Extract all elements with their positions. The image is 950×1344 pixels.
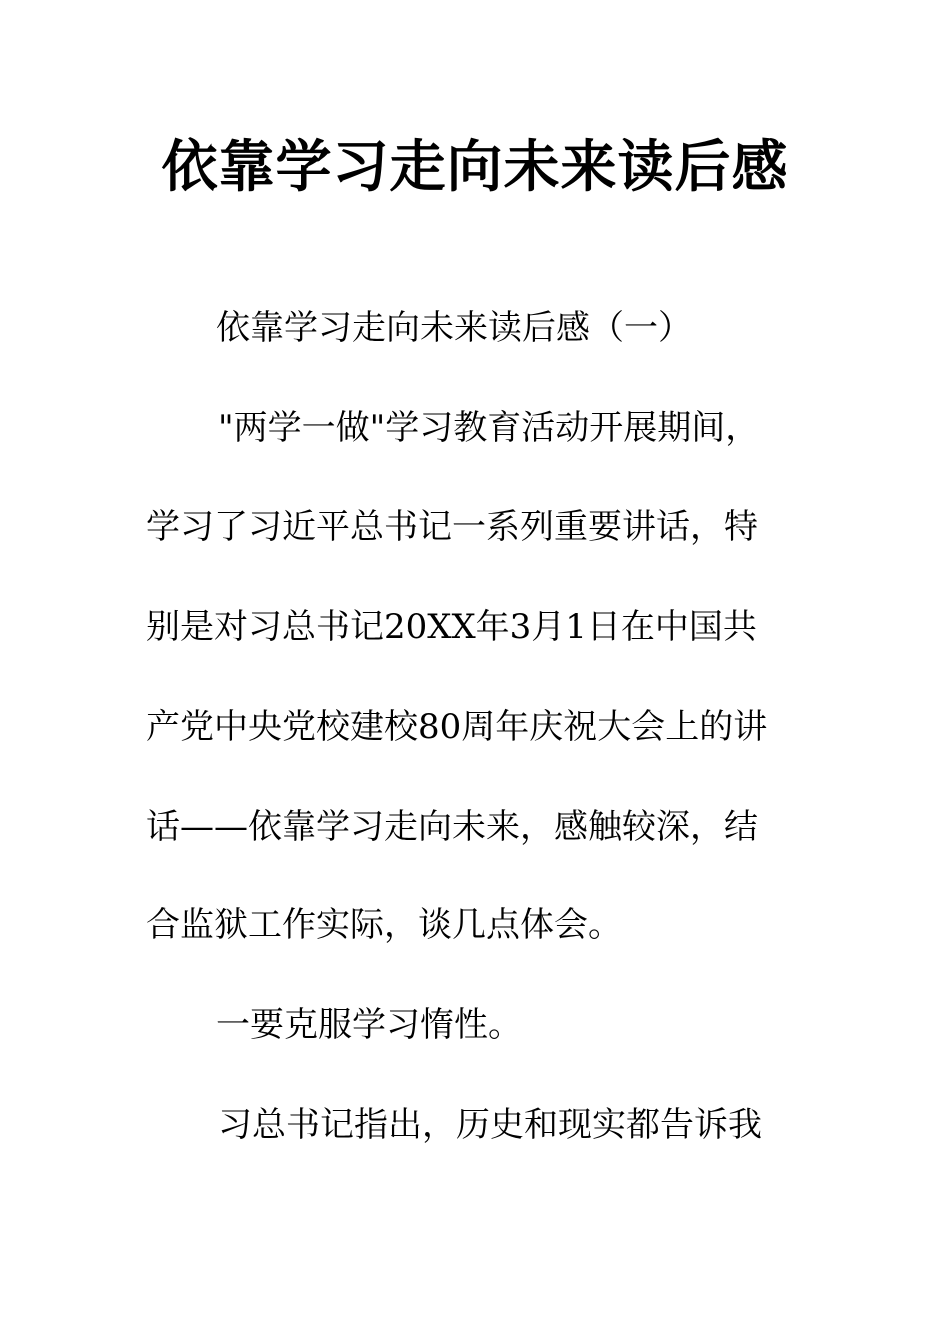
paragraph-line: 产党中央党校建校80周年庆祝大会上的讲	[146, 707, 768, 747]
paragraph-line: "两学一做"学习教育活动开展期间，	[218, 408, 760, 448]
document-title: 依靠学习走向未来读后感	[161, 135, 789, 200]
paragraph-line: 合监狱工作实际，谈几点体会。	[146, 905, 622, 945]
paragraph-line: 习总书记指出，历史和现实都告诉我	[218, 1105, 762, 1145]
paragraph-line: 别是对习总书记20XX年3月1日在中国共	[146, 607, 757, 647]
paragraph-line: 依靠学习走向未来读后感（一）	[216, 308, 692, 348]
paragraph-line: 话——依靠学习走向未来，感触较深，结	[146, 807, 758, 847]
paragraph-line: 学习了习近平总书记一系列重要讲话，特	[146, 507, 758, 547]
paragraph-line: 一要克服学习惰性。	[216, 1005, 522, 1045]
